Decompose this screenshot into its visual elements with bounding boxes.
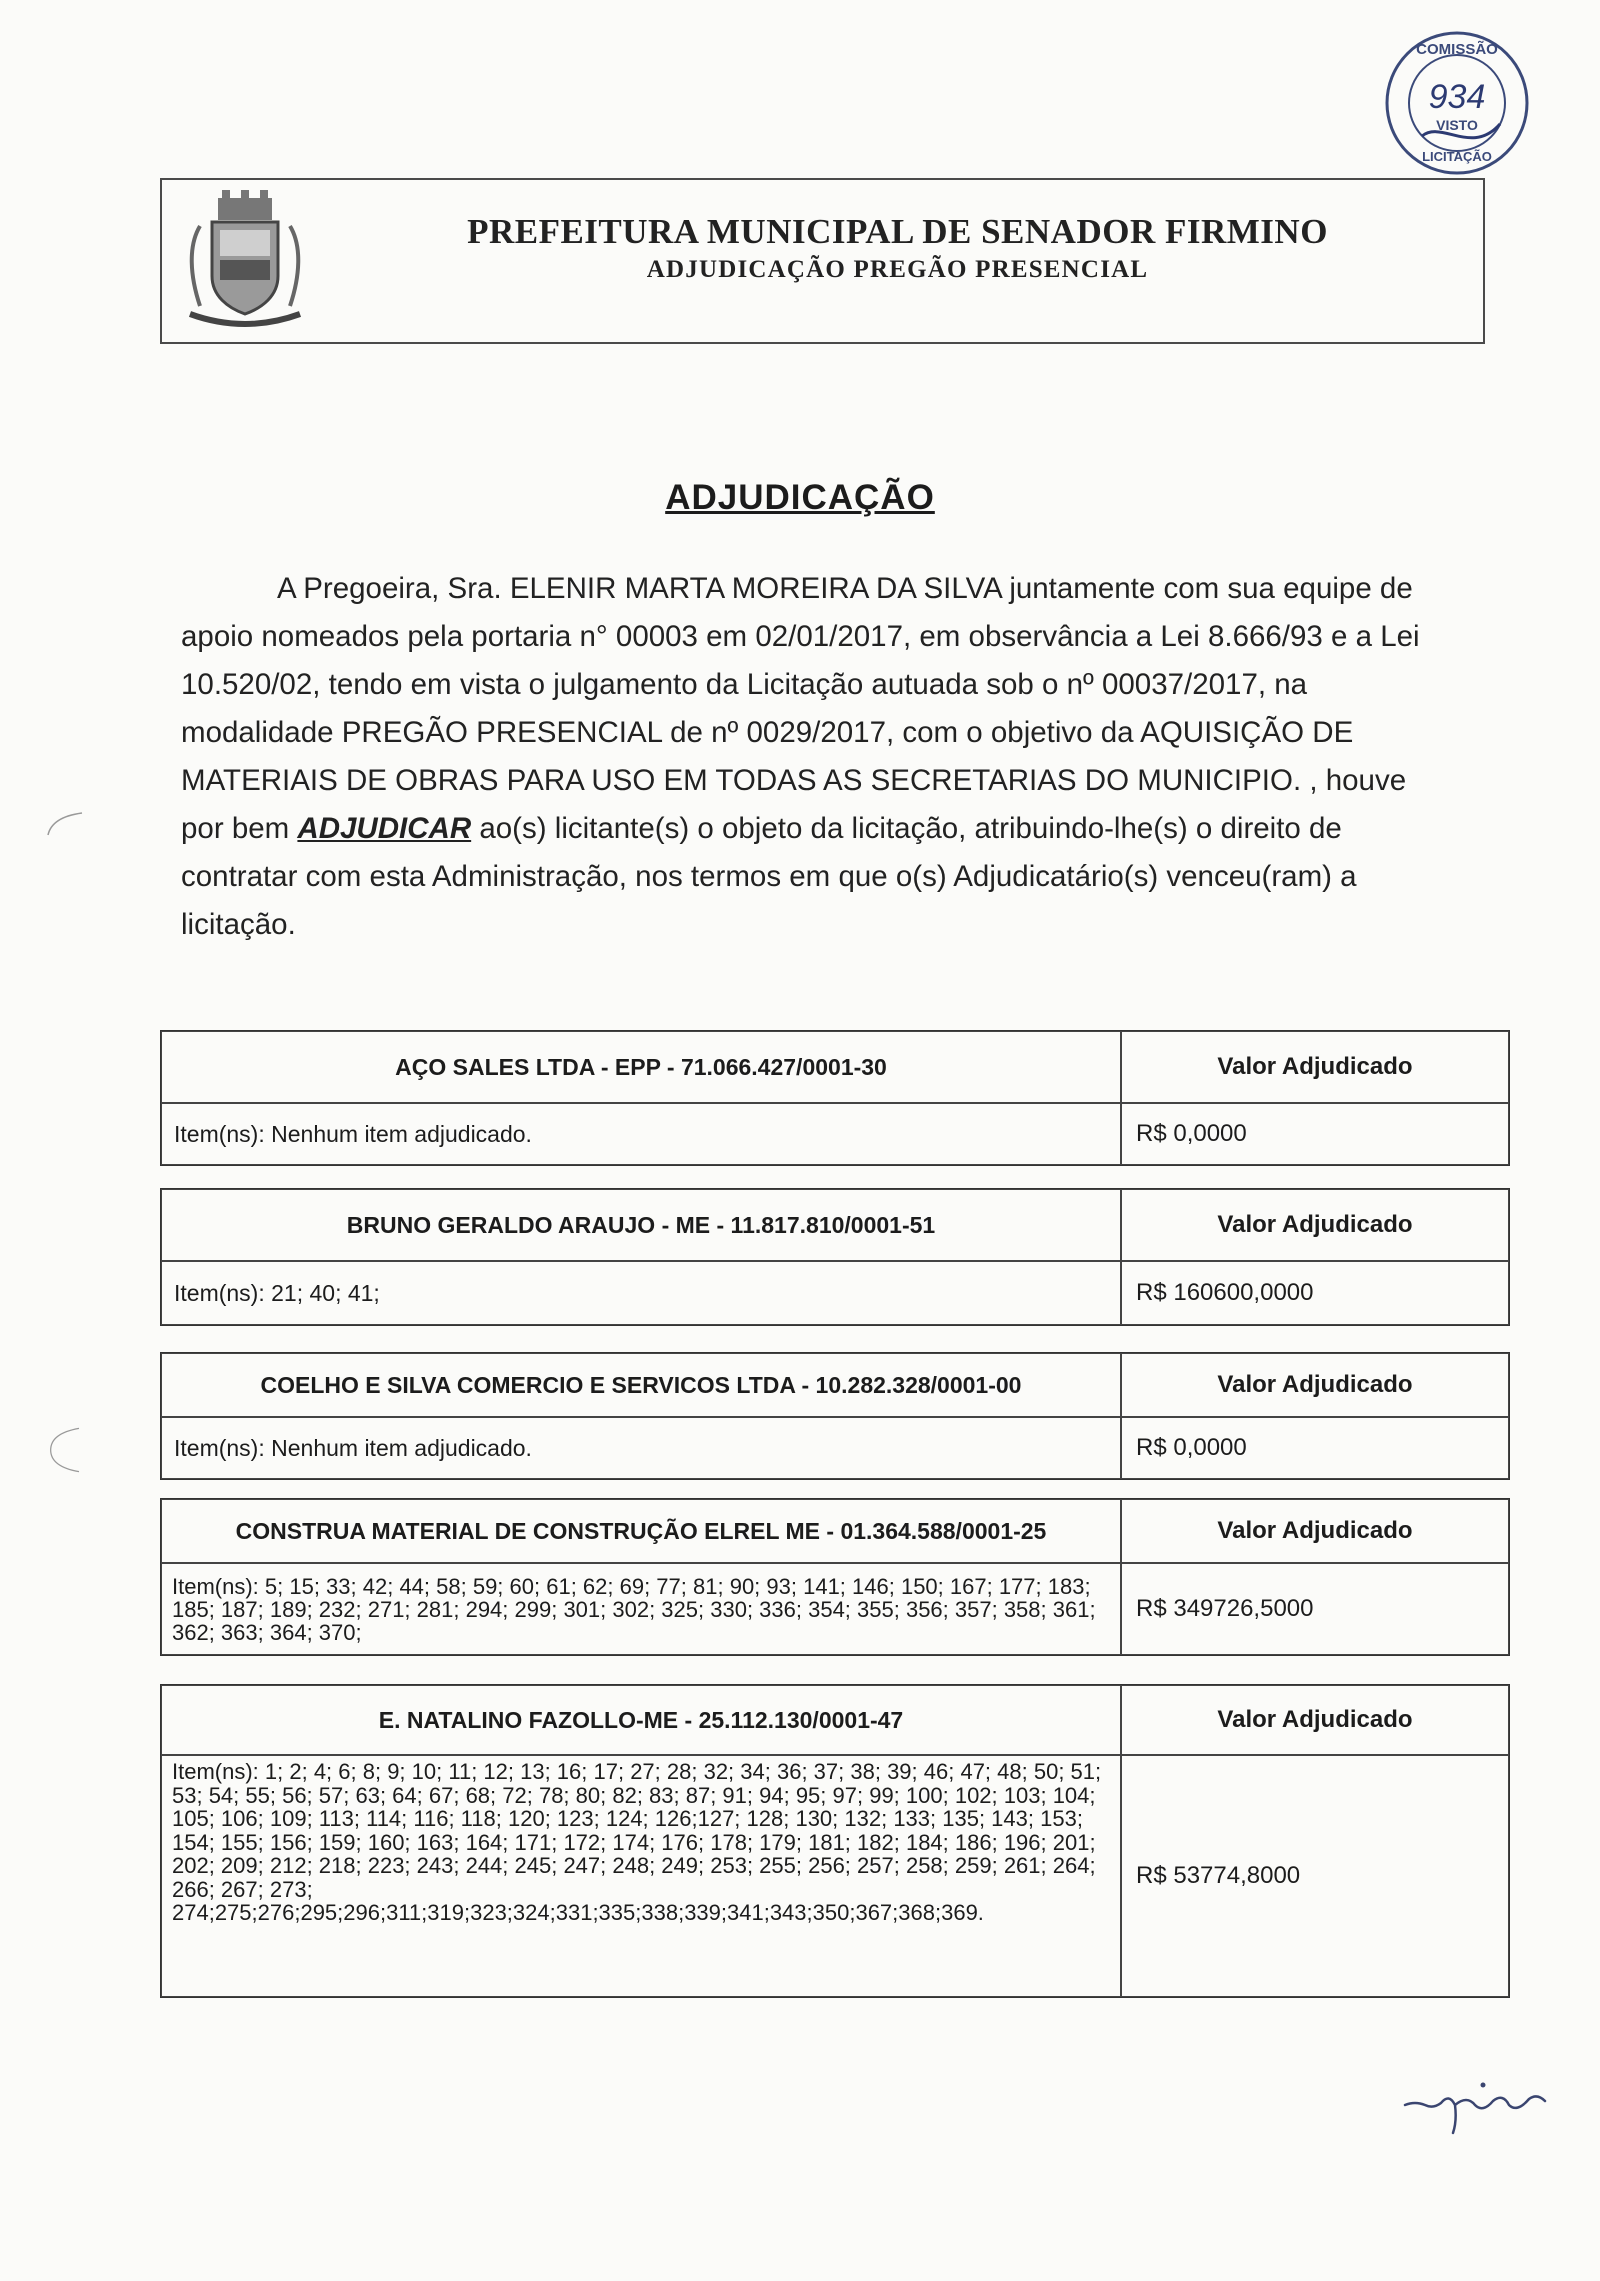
company-name: CONSTRUA MATERIAL DE CONSTRUÇÃO ELREL ME - 01.364.588/0001-25 bbox=[161, 1499, 1121, 1563]
awarded-items: Item(ns): 5; 15; 33; 42; 44; 58; 59; 60; 61; 62; 69; 77; 81; 90; 93; 141; 146; 150; 167; 177; 183; 185; 187; 189; 232; 271; 281; 294; 299; 301; 302; 325; 330; 336; 354; 355; 356; 357; 358; 361; 362; 363; 364; 370; bbox=[161, 1563, 1121, 1655]
award-table bbox=[160, 1188, 1510, 1326]
municipal-crest-icon bbox=[170, 186, 320, 336]
company-name: COELHO E SILVA COMERCIO E SERVICOS LTDA - 10.282.328/0001-00 bbox=[161, 1353, 1121, 1417]
company-name: AÇO SALES LTDA - EPP - 71.066.427/0001-30 bbox=[161, 1031, 1121, 1103]
value-header: Valor Adjudicado bbox=[1121, 1031, 1509, 1103]
value-header: Valor Adjudicado bbox=[1121, 1353, 1509, 1417]
awarded-items: Item(ns): Nenhum item adjudicado. bbox=[161, 1417, 1121, 1479]
paragraph-line: apoio nomeados pela portaria n° 00003 em 02/01/2017, em observância a Lei 8.666/93 e a Lei bbox=[181, 620, 1420, 653]
municipality-title: PREFEITURA MUNICIPAL DE SENADOR FIRMINO bbox=[467, 212, 1328, 251]
hole-punch-mark bbox=[44, 1425, 84, 1475]
award-table bbox=[160, 1684, 1510, 1998]
value-header: Valor Adjudicado bbox=[1121, 1499, 1509, 1563]
awarded-amount: R$ 0,0000 bbox=[1121, 1103, 1509, 1165]
paragraph-line: 10.520/02, tendo em vista o julgamento da Licitação autuada sob o nº 00037/2017, na bbox=[181, 668, 1308, 701]
adjudicar-emphasis: ADJUDICAR bbox=[297, 812, 472, 845]
paragraph-line: contratar com esta Administração, nos termos em que o(s) Adjudicatário(s) venceu(ram) a bbox=[181, 860, 1357, 893]
value-header: Valor Adjudicado bbox=[1121, 1189, 1509, 1261]
document-title: ADJUDICAÇÃO bbox=[665, 478, 935, 517]
paragraph-line bbox=[181, 805, 1543, 853]
awarded-items: Item(ns): 21; 40; 41; bbox=[161, 1261, 1121, 1325]
stamp-bottom-text: LICITAÇÃO bbox=[1422, 149, 1492, 164]
document-type-subtitle: ADJUDICAÇÃO PREGÃO PRESENCIAL bbox=[646, 256, 1149, 283]
award-table bbox=[160, 1352, 1510, 1480]
paragraph-line: licitação. bbox=[181, 908, 296, 941]
paragraph-text: por bem bbox=[181, 812, 298, 845]
letterhead bbox=[160, 178, 1485, 344]
awarded-amount: R$ 53774,8000 bbox=[1121, 1755, 1509, 1997]
paragraph-text: ao(s) licitante(s) o objeto da licitação, atribuindo-lhe(s) o direito de bbox=[471, 812, 1342, 845]
award-table bbox=[160, 1498, 1510, 1656]
awarded-items: Item(ns): 1; 2; 4; 6; 8; 9; 10; 11; 12; 13; 16; 17; 27; 28; 32; 34; 36; 37; 38; 39; 46; 47; 48; 50; 51; 53; 54; 55; 56; 57; 63; 64; 67; 68; 72; 78; 80; 82; 83; 87; 91; 94; 95; 97; 99; 100; 102; 103; 104; 105; 106; 109; 113; 114; 116; 118; 120; 123; 124; 126;127; 128; 130; 132; 133; 135; 143; 153; 154; 155; 156; 159; 160; 163; 164; 171; 172; 174; 176; 178; 179; 181; 182; 184; 186; 196; 201; 202; 209; 212; 218; 223; 243; 244; 245; 247; 248; 249; 253; 255; 256; 257; 258; 259; 261; 264; 266; 267; 273; 274;275;276;295;296;311;319;323;324;331;335;338;339;341;343;350;367;368;369. bbox=[161, 1755, 1121, 1997]
stamp-middle-text: VISTO bbox=[1436, 117, 1478, 133]
stamp-top-text: COMISSÃO bbox=[1416, 41, 1498, 58]
value-header: Valor Adjudicado bbox=[1121, 1685, 1509, 1755]
award-table bbox=[160, 1030, 1510, 1166]
commission-stamp bbox=[1382, 28, 1532, 178]
awarded-amount: R$ 160600,0000 bbox=[1121, 1261, 1509, 1325]
company-name: E. NATALINO FAZOLLO-ME - 25.112.130/0001-47 bbox=[161, 1685, 1121, 1755]
paragraph-line: modalidade PREGÃO PRESENCIAL de nº 0029/2017, com o objetivo da AQUISIÇÃO DE bbox=[181, 716, 1354, 749]
handwritten-signature bbox=[1395, 2065, 1595, 2135]
stamp-number: 934 bbox=[1428, 78, 1486, 116]
paragraph-line: MATERIAIS DE OBRAS PARA USO EM TODAS AS SECRETARIAS DO MUNICIPIO. , houve bbox=[181, 764, 1407, 797]
hole-punch-mark bbox=[44, 805, 84, 855]
awarded-amount: R$ 0,0000 bbox=[1121, 1417, 1509, 1479]
company-name: BRUNO GERALDO ARAUJO - ME - 11.817.810/0001-51 bbox=[161, 1189, 1121, 1261]
adjudication-paragraph bbox=[181, 565, 1543, 949]
paragraph-line: A Pregoeira, Sra. ELENIR MARTA MOREIRA DA SILVA juntamente com sua equipe de bbox=[277, 572, 1413, 605]
awarded-items: Item(ns): Nenhum item adjudicado. bbox=[161, 1103, 1121, 1165]
awarded-amount: R$ 349726,5000 bbox=[1121, 1563, 1509, 1655]
